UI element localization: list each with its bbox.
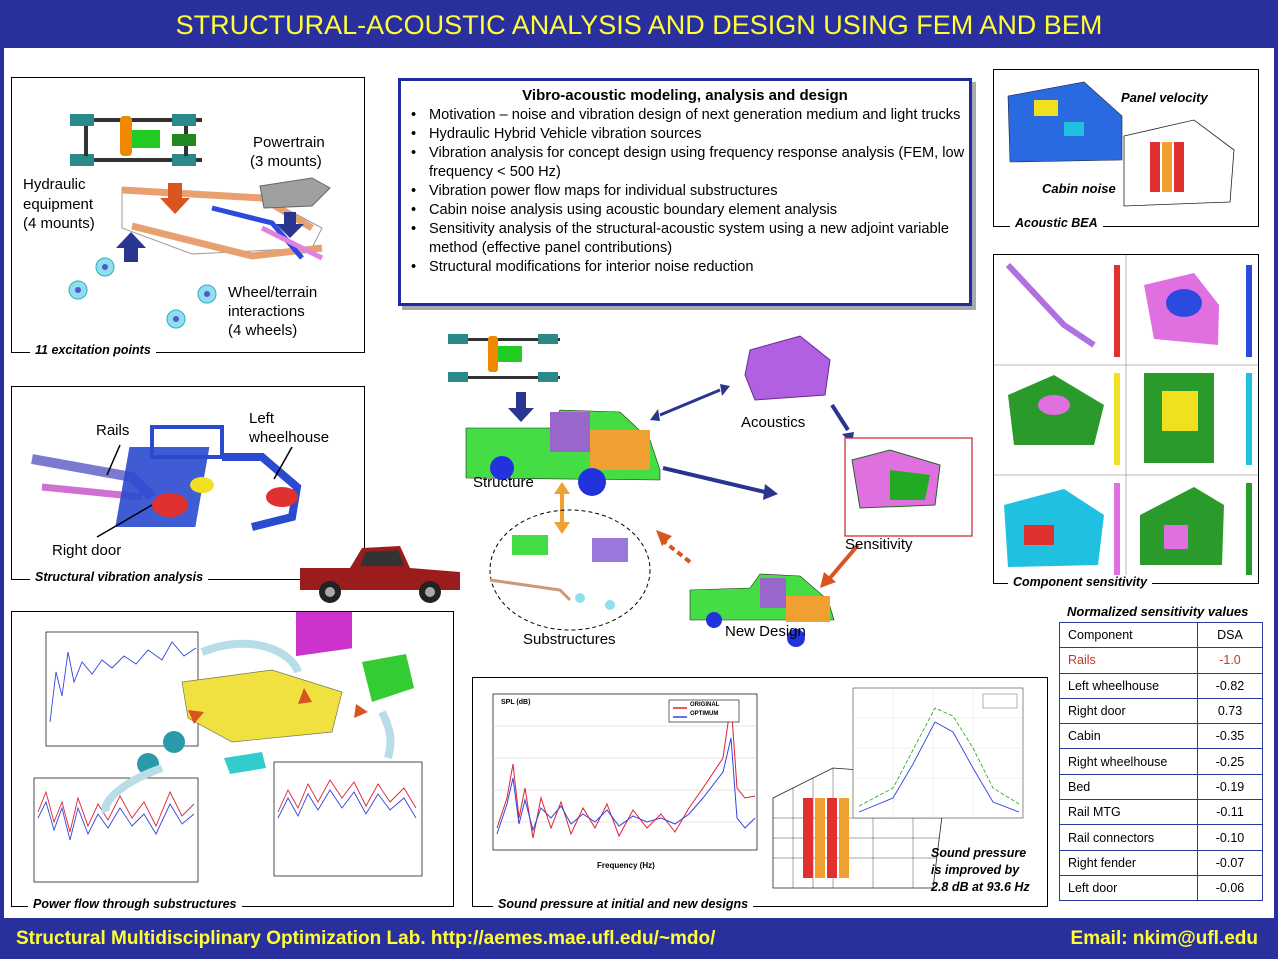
legend-original: ORIGINAL (690, 702, 720, 708)
substructures-ellipse (490, 510, 650, 630)
table-cell: Right fender (1060, 850, 1198, 875)
list-item: • Motivation – noise and vibration design of next generation medium and light trucks (429, 106, 969, 125)
sound-pressure-caption: Sound pressure at initial and new designs (493, 897, 753, 911)
table-cell: Rail connectors (1060, 825, 1198, 850)
component-maps-illustration (994, 255, 1258, 583)
right-door-label: Right door (52, 542, 122, 559)
power-flow-panel (11, 611, 454, 911)
summary-list (401, 106, 969, 277)
power-flow-illustration (12, 612, 453, 906)
wheelhouse-label: wheelhouse (249, 429, 330, 446)
substructures-label: Substructures (523, 631, 616, 648)
wheel-label: Wheel/terrain (228, 284, 318, 301)
table-header-cell: Component (1060, 623, 1198, 648)
wheel-icon (69, 258, 216, 328)
table-title: Normalized sensitivity values (1067, 604, 1249, 619)
sound-note-line: 2.8 dB at 93.6 Hz (931, 880, 1030, 894)
blue-arrow-icon (508, 392, 534, 422)
wheel-count-label: (4 wheels) (228, 322, 298, 339)
excitation-panel (11, 77, 365, 357)
sound-note-line: Sound pressure (931, 846, 1027, 860)
list-item: • Hydraulic Hybrid Vehicle vibration sources (429, 125, 969, 144)
hydraulic-mounts-label: (4 mounts) (23, 215, 95, 232)
rails-label: Rails (96, 422, 130, 439)
list-item: • Vibration analysis for concept design using frequency response analysis (FEM, low frequency < 500 Hz) (429, 144, 969, 182)
table-cell: -0.11 (1198, 800, 1263, 825)
sensitivity-label: Sensitivity (845, 536, 913, 553)
table-cell: -0.25 (1198, 749, 1263, 774)
spectrum-plot-icon (46, 632, 198, 746)
sensitivity-table (1059, 622, 1263, 901)
table-row (1060, 800, 1263, 825)
table-row (1060, 774, 1263, 799)
table-cell: Rails (1060, 648, 1198, 673)
table-cell: Right wheelhouse (1060, 749, 1198, 774)
table-row (1060, 749, 1263, 774)
acoustic-bea-panel (993, 69, 1259, 230)
frequency-axis-label: Frequency (Hz) (597, 861, 655, 870)
table-header-row (1060, 623, 1263, 648)
table-cell: -0.35 (1198, 724, 1263, 749)
wheel-interactions-label: interactions (228, 303, 305, 320)
table-cell: Rail MTG (1060, 800, 1198, 825)
table-cell: -0.06 (1198, 875, 1263, 900)
powertrain-mounts-label: (3 mounts) (250, 153, 322, 170)
blue-arrow-icon (116, 232, 146, 262)
spl-axis-label: SPL (dB) (501, 699, 531, 706)
powertrain-block-icon (260, 178, 330, 208)
acoustics-cabin-icon (745, 336, 830, 400)
panel-velocity-label: Panel velocity (1121, 90, 1208, 105)
table-cell: -0.10 (1198, 825, 1263, 850)
hybrid-schematic-icon (448, 334, 560, 382)
table-cell: Cabin (1060, 724, 1198, 749)
poster-title: STRUCTURAL-ACOUSTIC ANALYSIS AND DESIGN USING FEM AND BEM (175, 10, 1103, 40)
bea-caption: Acoustic BEA (1010, 216, 1103, 230)
email-footer: Email: nkim@ufl.edu (1070, 928, 1258, 949)
table-cell: -0.82 (1198, 673, 1263, 698)
vibration-caption: Structural vibration analysis (30, 570, 208, 584)
acoustics-label: Acoustics (741, 414, 806, 431)
structure-label: Structure (473, 474, 534, 491)
left-label: Left (249, 410, 275, 427)
table-cell: Bed (1060, 774, 1198, 799)
table-cell: Right door (1060, 698, 1198, 723)
table-cell: -1.0 (1198, 648, 1263, 673)
list-item: • Sensitivity analysis of the structural-acoustic system using a new adjoint variable method (effective panel contributions) (429, 220, 969, 258)
table-row (1060, 825, 1263, 850)
table-row (1060, 850, 1263, 875)
summary-heading: Vibro-acoustic modeling, analysis and design (522, 87, 848, 104)
component-sensitivity-panel (993, 254, 1259, 589)
cabin-noise-label: Cabin noise (1042, 181, 1116, 196)
double-arrow-icon (660, 390, 720, 415)
powertrain-label: Powertrain (253, 134, 325, 151)
list-item: • Cabin noise analysis using acoustic boundary element analysis (429, 201, 969, 220)
lab-footer: Structural Multidisciplinary Optimization Lab. http://aemes.mae.ufl.edu/~mdo/ (16, 928, 716, 949)
spectrum-plot-icon (274, 762, 422, 876)
table-cell: Left door (1060, 875, 1198, 900)
table-row (1060, 648, 1263, 673)
hydraulic-label: Hydraulic (23, 176, 86, 193)
sound-note-line: is improved by (931, 863, 1020, 877)
table-row (1060, 698, 1263, 723)
table-row (1060, 673, 1263, 698)
table-cell: -0.07 (1198, 850, 1263, 875)
list-item: • Structural modifications for interior noise reduction (429, 258, 969, 277)
legend-optimum: OPTIMUM (690, 711, 719, 717)
table-row (1060, 875, 1263, 900)
list-item: • Vibration power flow maps for individual substructures (429, 182, 969, 201)
table-cell: Left wheelhouse (1060, 673, 1198, 698)
hydraulic-equipment-label: equipment (23, 196, 94, 213)
table-cell: 0.73 (1198, 698, 1263, 723)
red-arrow-icon (160, 183, 190, 214)
power-flow-caption: Power flow through substructures (28, 897, 242, 911)
new-design-label: New Design (725, 623, 806, 640)
table-header-cell: DSA (1198, 623, 1263, 648)
component-caption: Component sensitivity (1008, 575, 1152, 589)
table-row (1060, 724, 1263, 749)
excitation-caption: 11 excitation points (30, 343, 156, 357)
table-cell: -0.19 (1198, 774, 1263, 799)
sound-pressure-panel (472, 677, 1048, 911)
hybrid-schematic-icon (70, 114, 202, 166)
summary-box (398, 78, 972, 306)
